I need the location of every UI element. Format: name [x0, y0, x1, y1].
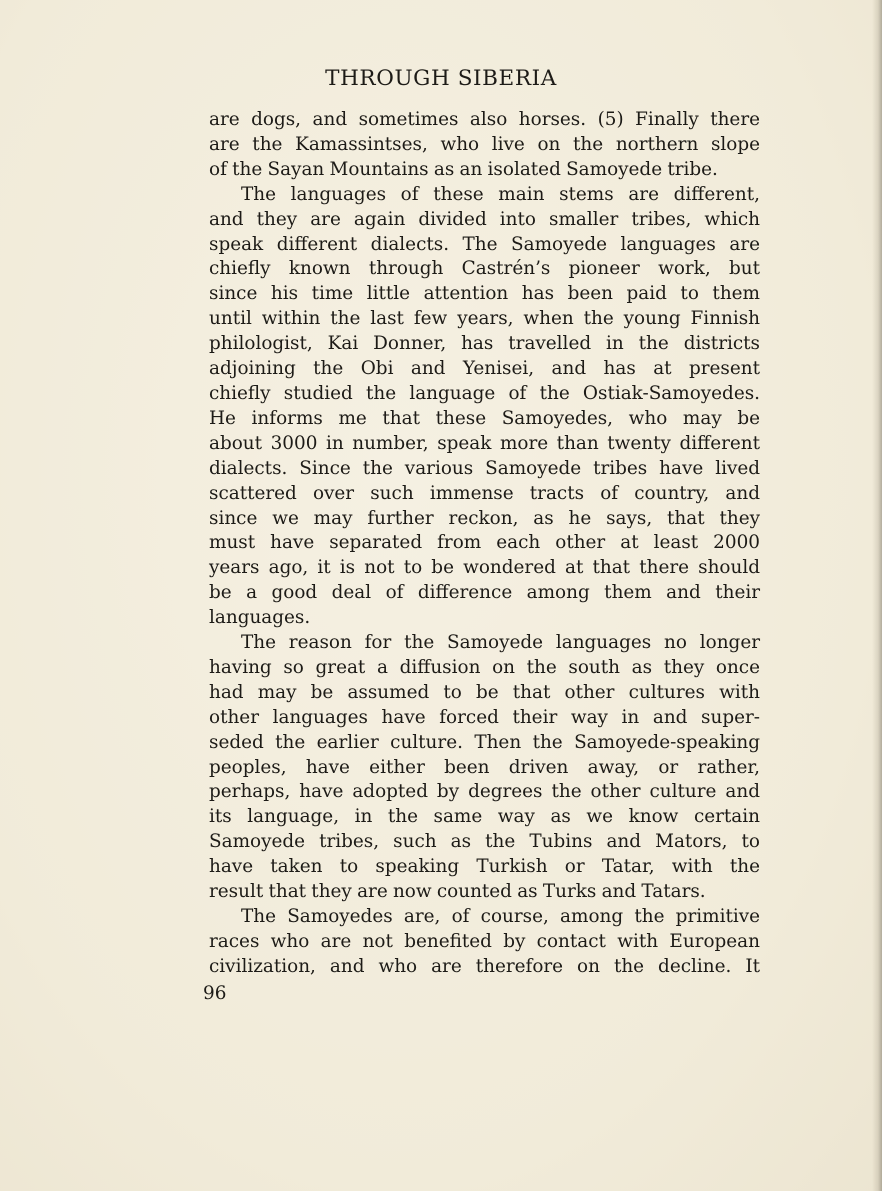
text-line: result that they are now counted as Turks and Tatars.: [209, 881, 706, 903]
text-line: Samoyede tribes, such as the Tubins and Mators, to: [209, 831, 760, 853]
text-line: civilization, and who are therefore on the decline. It: [209, 955, 760, 977]
text-line: The reason for the Samoyede languages no longer: [241, 632, 760, 654]
text-line: adjoining the Obi and Yenisei, and has at present: [209, 358, 760, 380]
text-line: years ago, it is not to be wondered at that there should: [209, 557, 760, 579]
text-line: be a good deal of difference among them and their: [209, 582, 760, 604]
text-line: are the Kamassintses, who live on the northern slope: [209, 133, 760, 155]
text-line: The Samoyedes are, of course, among the primitive: [241, 906, 760, 927]
text-line: since his time little attention has been paid to them: [209, 283, 760, 305]
text-line: of the Sayan Mountains as an isolated Samoyede tribe.: [209, 158, 718, 180]
text-line: languages.: [209, 607, 311, 629]
text-line: speak different dialects. The Samoyede languages are: [209, 233, 760, 255]
text-line: other languages have forced their way in and super-: [209, 706, 760, 728]
text-line: since we may further reckon, as he says, that they: [209, 507, 760, 529]
body-text: [209, 108, 760, 980]
text-line: He informs me that these Samoyedes, who may be: [209, 407, 760, 429]
text-line: had may be assumed to be that other cultures with: [209, 681, 760, 703]
text-line: have taken to speaking Turkish or Tatar, with the: [209, 856, 760, 878]
text-line: scattered over such immense tracts of country, and: [209, 482, 760, 504]
text-line: seded the earlier culture. Then the Samoyede-speaking: [209, 731, 760, 753]
page-number: 96: [203, 983, 227, 1004]
text-line: must have separated from each other at least 2000: [209, 532, 760, 554]
text-line: The languages of these main stems are different,: [241, 183, 760, 205]
text-line: having so great a diffusion on the south as they once: [209, 656, 760, 678]
text-line: philologist, Kai Donner, has travelled in the districts: [209, 333, 760, 355]
text-line: until within the last few years, when the young Finnish: [209, 308, 760, 330]
running-head: THROUGH SIBERIA: [325, 66, 557, 91]
page-edge-shadow: [872, 0, 882, 1191]
text-line: chiefly known through Castrén’s pioneer work, but: [209, 258, 760, 280]
text-line: and they are again divided into smaller tribes, which: [209, 208, 760, 230]
text-line: chiefly studied the language of the Ostiak-Samoyedes.: [209, 382, 760, 404]
text-line: dialects. Since the various Samoyede tribes have lived: [209, 457, 760, 479]
text-line: are dogs, and sometimes also horses. (5) Finally there: [209, 109, 760, 130]
text-line: peoples, have either been driven away, or rather,: [209, 756, 760, 778]
text-line: about 3000 in number, speak more than twenty different: [209, 432, 760, 454]
text-line: perhaps, have adopted by degrees the other culture and: [209, 781, 760, 803]
text-line: races who are not benefited by contact with European: [209, 930, 760, 952]
text-line: its language, in the same way as we know certain: [209, 806, 760, 828]
